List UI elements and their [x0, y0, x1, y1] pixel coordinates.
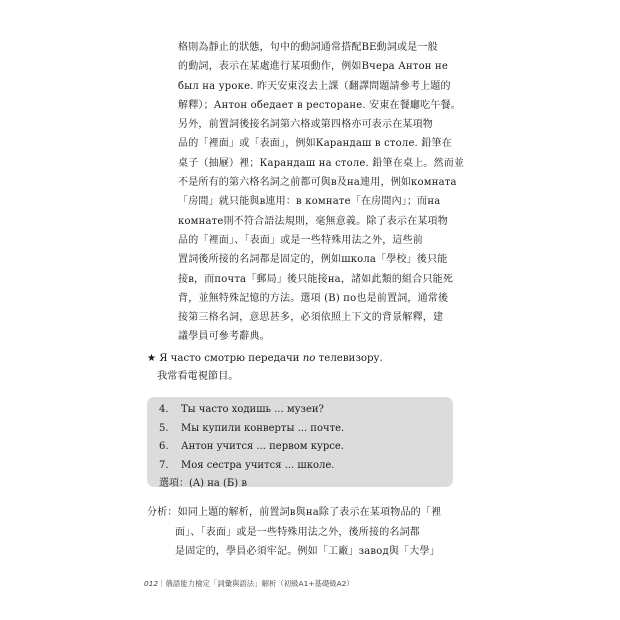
body-paragraph [178, 38, 465, 347]
exercise-item [159, 457, 344, 476]
body-line: 不是所有的第六格名詞之前都可與в及на連用，例如комната [178, 177, 457, 189]
example-translation: 我常看電視節目。 [157, 371, 239, 382]
exercise-item-number: 7. [159, 459, 169, 471]
example-sentence-emphasis: по [302, 353, 316, 364]
body-line: был на уроке. 昨天安東沒去上課（翻譯問題請參考上題的 [178, 80, 451, 92]
body-line: 背，並無特殊記憶的方法。選項 (B) по也是前置詞，通常後 [178, 292, 449, 304]
page-number: 012 [144, 579, 159, 588]
body-line: 「房間」就只能與в連用：в комнате「在房間內」；而на [178, 196, 441, 208]
exercise-item-text: Мы купили конверты ... почте. [181, 422, 345, 434]
example-sentence [147, 350, 383, 368]
analysis-line: 面」、「表面」或是一些特殊用法之外，後所接的名詞都 [175, 526, 420, 538]
example-sentence-end: телевизору. [315, 353, 383, 364]
body-line: 接в，而почта「郵局」後只能接на，諸如此類的組合只能死 [178, 273, 454, 285]
analysis-first-line [147, 503, 441, 523]
star-icon: ★ [147, 353, 156, 364]
exercise-item [159, 420, 344, 439]
exercise-item-number: 4. [159, 404, 169, 415]
page-footer [144, 578, 354, 589]
analysis-first-text: 如同上題的解析，前置詞в與на除了表示在某項物品的「裡 [177, 507, 442, 518]
body-line: 桌子（抽屜）裡；Карандаш на столе. 鉛筆在桌上。然而並 [178, 157, 465, 169]
footer-title: ｜俄語能力檢定「詞彙與語法」解析（初級A1+基礎級A2） [158, 579, 354, 588]
body-line: 議學員可參考辭典。 [178, 331, 270, 343]
exercise-item [159, 401, 344, 420]
analysis-continuation [147, 523, 441, 562]
body-line: 格則為靜止的狀態，句中的動詞通常搭配BE動詞或是一般 [178, 42, 438, 53]
body-line: 品的「裡面」或「表面」，例如Карандаш в столе. 鉛筆在 [178, 138, 452, 150]
exercise-item-text: Моя сестра учится ... школе. [181, 459, 335, 471]
example-block [147, 350, 383, 386]
analysis-line: 是固定的，學員必須牢記。例如「工廠」завод與「大學」 [175, 546, 440, 558]
body-line: 接第三格名詞，意思甚多，必須依照上下文的背景解釋，建 [178, 312, 444, 324]
exercise-options: 選項：(A) на (Б) в [159, 478, 247, 490]
analysis-block [147, 503, 441, 562]
exercise-item-text: Антон учится ... первом курсе. [181, 441, 344, 453]
body-line: 置詞後所接的名詞都是固定的，例如школа「學校」後只能 [178, 254, 448, 266]
body-line: 的動詞，表示在某處進行某項動作，例如Вчера Антон не [178, 61, 449, 73]
body-line: комнате則不符合語法規則，毫無意義。除了表示在某項物 [178, 215, 448, 227]
exercise-item-number: 6. [159, 441, 169, 453]
analysis-label: 分析： [147, 507, 178, 518]
body-line: 另外，前置詞後接名詞第六格或第四格亦可表示在某項物 [178, 119, 433, 131]
body-line: 品的「裡面」、「表面」或是一些特殊用法之外，這些前 [178, 234, 423, 246]
exercise-item-text: Ты часто ходишь ... музеи? [181, 404, 324, 415]
exercise-list [159, 401, 344, 494]
exercise-box [147, 397, 453, 490]
exercise-item-number: 5. [159, 422, 169, 434]
exercise-item [159, 438, 344, 457]
body-line: 解釋）；Антон обедает в ресторане. 安東在餐廳吃午餐。 [178, 99, 461, 111]
example-sentence-start: Я часто смотрю передачи [159, 353, 303, 364]
